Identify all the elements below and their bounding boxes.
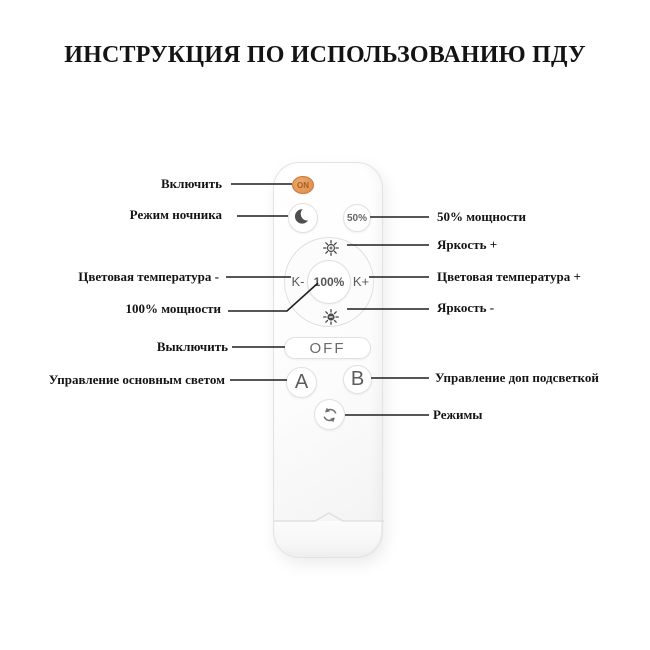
sun-minus-icon: [323, 309, 339, 325]
label-full-power: 100% мощности: [125, 301, 221, 316]
battery-cover: [275, 521, 381, 556]
label-half-power: 50% мощности: [437, 209, 527, 224]
off-button[interactable]: OFF: [284, 337, 371, 359]
moon-icon: [290, 203, 316, 234]
remote-body: [273, 162, 383, 558]
label-color-temp-plus: Цветовая температура +: [437, 269, 581, 284]
label-brightness-plus: Яркость +: [437, 237, 498, 252]
sun-plus-icon: [323, 240, 339, 256]
cycle-arrows-icon: [320, 405, 340, 425]
modes-button[interactable]: [314, 399, 345, 430]
label-main-light: Управление основным светом: [48, 372, 225, 387]
full-power-button[interactable]: 100%: [307, 260, 351, 304]
label-modes: Режимы: [433, 407, 483, 422]
power-on-button[interactable]: ON: [292, 176, 314, 194]
label-brightness-minus: Яркость -: [437, 300, 495, 315]
main-light-a-button[interactable]: A: [286, 367, 317, 398]
label-power-off: Выключить: [156, 339, 228, 354]
dial: [284, 237, 374, 327]
page-title: ИНСТРУКЦИЯ ПО ИСПОЛЬЗОВАНИЮ ПДУ: [64, 42, 586, 68]
label-aux-light: Управление доп подсветкой: [435, 370, 599, 385]
label-power-on: Включить: [161, 176, 222, 191]
brightness-down-button[interactable]: [323, 309, 339, 325]
color-temp-plus-button[interactable]: K+: [352, 274, 370, 289]
night-mode-button[interactable]: [288, 203, 318, 233]
aux-light-b-button[interactable]: B: [343, 365, 372, 394]
brightness-up-button[interactable]: [323, 240, 339, 256]
color-temp-minus-button[interactable]: K-: [291, 274, 305, 289]
half-power-button[interactable]: 50%: [343, 204, 371, 232]
label-night-mode: Режим ночника: [129, 207, 222, 222]
label-color-temp-minus: Цветовая температура -: [78, 269, 219, 284]
